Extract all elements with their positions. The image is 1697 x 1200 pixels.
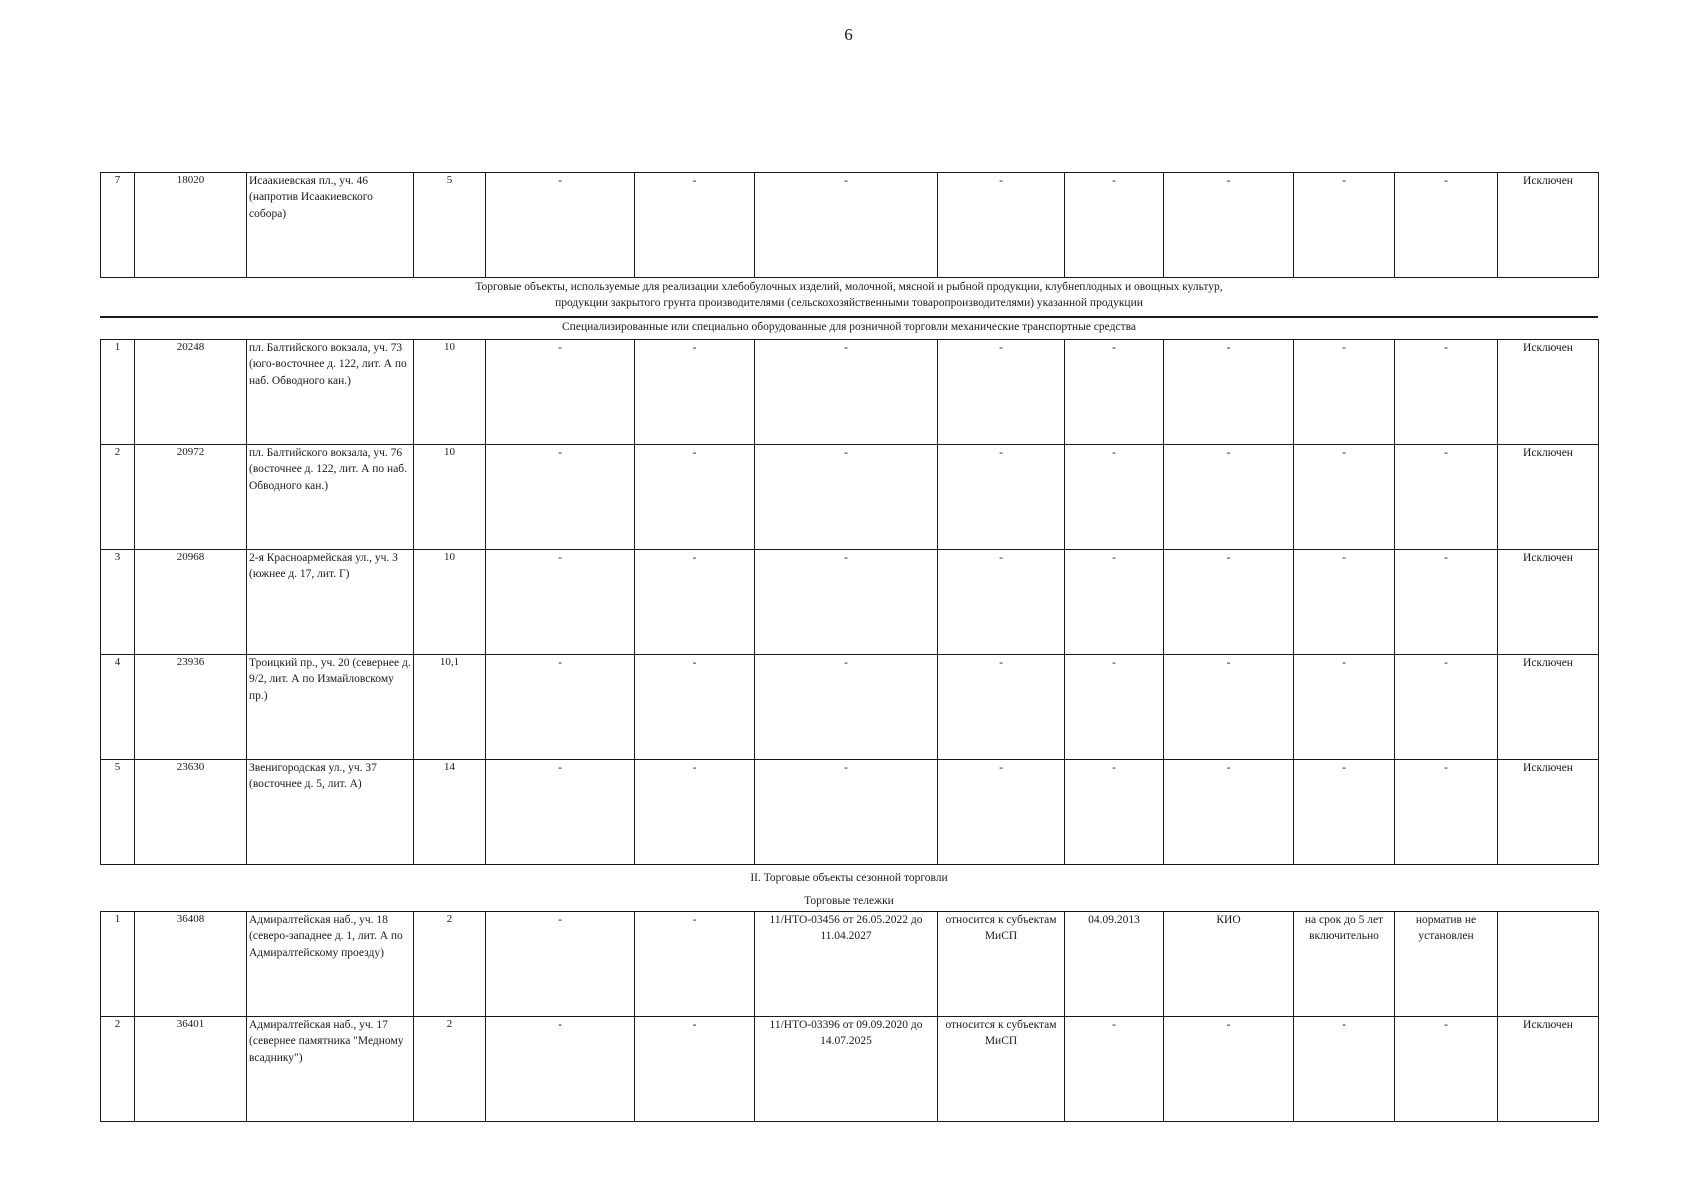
col-7-cell: 11/НТО-03396 от 09.09.2020 до 14.07.2025 (755, 1017, 938, 1122)
address-cell: 2-я Красноармейская ул., уч. 3 (южнее д. 17, лит. Г) (247, 550, 414, 655)
table-vehicles (100, 339, 1599, 865)
carts-caption: Торговые тележки (804, 895, 894, 907)
col-11-cell: - (1294, 340, 1395, 445)
col-11-cell: на срок до 5 лет включительно (1294, 912, 1395, 1017)
col-11-cell: - (1294, 445, 1395, 550)
object-id-cell: 23936 (135, 655, 247, 760)
object-id-cell: 23630 (135, 760, 247, 865)
status-cell: Исключен (1498, 760, 1599, 865)
col-8-cell: относится к субъектам МиСП (938, 1017, 1065, 1122)
address-cell: Исаакиевская пл., уч. 46 (напротив Исаакиевского собора) (247, 173, 414, 278)
col-8-cell: относится к субъектам МиСП (938, 912, 1065, 1017)
col-7-cell: - (755, 760, 938, 865)
col-7-cell: - (755, 655, 938, 760)
col-5-cell: - (486, 340, 635, 445)
area-cell: 10 (414, 445, 486, 550)
group-title-caption: Торговые объекты, используемые для реализации хлебобулочных изделий, молочной, мясной и рыбной продукции, клубнеплодных и овощных культур, продукции закрытого грунта производителями (сельскохозяйственными товаропроизводителями) указанной продукции (475, 281, 1223, 310)
col-12-cell: - (1395, 550, 1498, 655)
section-divider (100, 316, 1598, 318)
address-cell: Адмиралтейская наб., уч. 17 (севернее памятника "Медному всаднику") (247, 1017, 414, 1122)
area-cell: 10,1 (414, 655, 486, 760)
area-cell: 2 (414, 1017, 486, 1122)
col-8-cell: - (938, 173, 1065, 278)
table-row (101, 550, 1599, 655)
col-12-cell: норматив не установлен (1395, 912, 1498, 1017)
address-cell: Троицкий пр., уч. 20 (севернее д. 9/2, лит. А по Измайловскому пр.) (247, 655, 414, 760)
object-id-cell: 36408 (135, 912, 247, 1017)
col-10-cell: - (1164, 173, 1294, 278)
col-6-cell: - (635, 1017, 755, 1122)
status-cell: Исключен (1498, 1017, 1599, 1122)
col-10-cell: - (1164, 1017, 1294, 1122)
col-9-cell: 04.09.2013 (1065, 912, 1164, 1017)
col-10-cell: - (1164, 340, 1294, 445)
row-number-cell: 2 (101, 1017, 135, 1122)
col-12-cell: - (1395, 655, 1498, 760)
status-cell: Исключен (1498, 173, 1599, 278)
col-11-cell: - (1294, 1017, 1395, 1122)
col-6-cell: - (635, 173, 755, 278)
col-5-cell: - (486, 445, 635, 550)
object-id-cell: 20972 (135, 445, 247, 550)
col-12-cell: - (1395, 340, 1498, 445)
col-8-cell: - (938, 340, 1065, 445)
address-cell: Адмиралтейская наб., уч. 18 (северо-западнее д. 1, лит. А по Адмиралтейскому проезду) (247, 912, 414, 1017)
area-cell: 10 (414, 550, 486, 655)
col-12-cell: - (1395, 445, 1498, 550)
col-6-cell: - (635, 550, 755, 655)
row-number-cell: 7 (101, 173, 135, 278)
col-9-cell: - (1065, 550, 1164, 655)
row-number-cell: 1 (101, 912, 135, 1017)
address-cell: пл. Балтийского вокзала, уч. 76 (восточнее д. 122, лит. А по наб. Обводного кан.) (247, 445, 414, 550)
col-7-cell: - (755, 550, 938, 655)
col-7-cell: - (755, 445, 938, 550)
status-cell: Исключен (1498, 550, 1599, 655)
status-cell: Исключен (1498, 655, 1599, 760)
row-number-cell: 4 (101, 655, 135, 760)
col-6-cell: - (635, 655, 755, 760)
col-9-cell: - (1065, 445, 1164, 550)
col-8-cell: - (938, 550, 1065, 655)
table-row (101, 912, 1599, 1017)
table-carts (100, 911, 1599, 1122)
row-number-cell: 3 (101, 550, 135, 655)
col-6-cell: - (635, 445, 755, 550)
col-5-cell: - (486, 760, 635, 865)
object-id-cell: 20248 (135, 340, 247, 445)
area-cell: 2 (414, 912, 486, 1017)
table-row (101, 445, 1599, 550)
table-row (101, 655, 1599, 760)
object-id-cell: 20968 (135, 550, 247, 655)
table-row (101, 173, 1599, 278)
vehicles-caption: Специализированные или специально оборудованные для розничной торговли механические транспортные средства (562, 321, 1136, 333)
address-cell: Звенигородская ул., уч. 37 (восточнее д. 5, лит. А) (247, 760, 414, 865)
col-9-cell: - (1065, 655, 1164, 760)
col-7-cell: 11/НТО-03456 от 26.05.2022 до 11.04.2027 (755, 912, 938, 1017)
object-id-cell: 36401 (135, 1017, 247, 1122)
col-12-cell: - (1395, 1017, 1498, 1122)
status-cell: Исключен (1498, 445, 1599, 550)
row-number-cell: 1 (101, 340, 135, 445)
col-11-cell: - (1294, 760, 1395, 865)
col-9-cell: - (1065, 1017, 1164, 1122)
col-9-cell: - (1065, 173, 1164, 278)
area-cell: 5 (414, 173, 486, 278)
col-8-cell: - (938, 760, 1065, 865)
table-row (101, 340, 1599, 445)
col-10-cell: КИО (1164, 912, 1294, 1017)
col-11-cell: - (1294, 173, 1395, 278)
col-12-cell: - (1395, 760, 1498, 865)
col-9-cell: - (1065, 340, 1164, 445)
col-10-cell: - (1164, 655, 1294, 760)
table-row (101, 760, 1599, 865)
col-9-cell: - (1065, 760, 1164, 865)
col-7-cell: - (755, 340, 938, 445)
section-ii-caption: II. Торговые объекты сезонной торговли (750, 872, 948, 884)
col-10-cell: - (1164, 760, 1294, 865)
row-number-cell: 5 (101, 760, 135, 865)
col-10-cell: - (1164, 550, 1294, 655)
area-cell: 10 (414, 340, 486, 445)
row-number-cell: 2 (101, 445, 135, 550)
status-cell (1498, 912, 1599, 1017)
col-5-cell: - (486, 550, 635, 655)
area-cell: 14 (414, 760, 486, 865)
status-cell: Исключен (1498, 340, 1599, 445)
col-12-cell: - (1395, 173, 1498, 278)
page-number: 6 (844, 25, 853, 44)
col-5-cell: - (486, 912, 635, 1017)
col-6-cell: - (635, 912, 755, 1017)
col-8-cell: - (938, 445, 1065, 550)
col-7-cell: - (755, 173, 938, 278)
col-11-cell: - (1294, 655, 1395, 760)
col-5-cell: - (486, 1017, 635, 1122)
col-8-cell: - (938, 655, 1065, 760)
address-cell: пл. Балтийского вокзала, уч. 73 (юго-восточнее д. 122, лит. А по наб. Обводного кан.) (247, 340, 414, 445)
col-5-cell: - (486, 173, 635, 278)
col-5-cell: - (486, 655, 635, 760)
object-id-cell: 18020 (135, 173, 247, 278)
col-6-cell: - (635, 760, 755, 865)
col-11-cell: - (1294, 550, 1395, 655)
col-10-cell: - (1164, 445, 1294, 550)
col-6-cell: - (635, 340, 755, 445)
table-row (101, 1017, 1599, 1122)
table-stationary (100, 172, 1599, 278)
